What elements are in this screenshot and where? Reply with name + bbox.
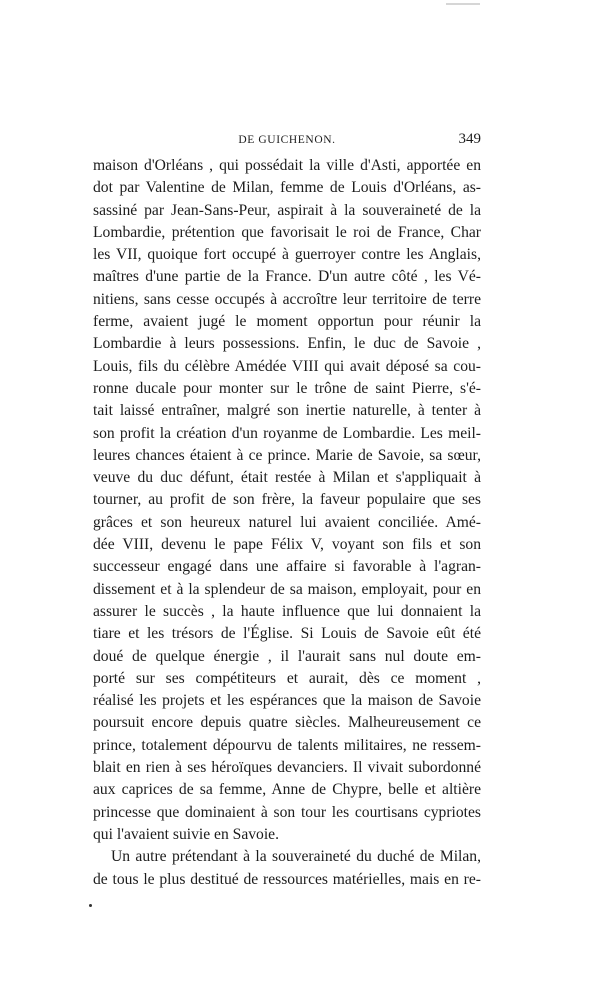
text-line: ferme, avaient jugé le moment opportun pour réunir la xyxy=(93,313,481,331)
text-line: assurer le succès , la haute influence que lui donnaient la xyxy=(93,602,481,620)
text-line: successeur engagé dans une affaire si favorable à l'agran- xyxy=(93,558,481,576)
text-line: leures chances étaient à ce prince. Marie de Savoie, sa sœur, xyxy=(93,446,481,464)
text-line: veuve du duc défunt, était restée à Milan et s'appliquait à xyxy=(93,469,481,487)
text-line: Lombardie à leurs possessions. Enfin, le duc de Savoie , xyxy=(93,335,481,353)
text-line: qui l'avaient suivie en Savoie. xyxy=(93,825,279,843)
running-head: DE GUICHENON. xyxy=(238,134,336,146)
paragraph-1 xyxy=(93,155,481,846)
ink-speck xyxy=(89,904,92,907)
page-header xyxy=(93,131,481,151)
page-number: 349 xyxy=(458,131,481,147)
text-line: princesse que dominaient à son tour les courtisans cypriotes xyxy=(93,803,481,821)
text-line: nitiens, sans cesse occupés à accroître leur territoire de terre xyxy=(93,290,481,308)
text-line: maîtres d'une partie de la France. D'un autre côté , les Vé- xyxy=(93,268,481,286)
text-line: doué de quelque énergie , il l'aurait sans nul doute em- xyxy=(93,647,481,665)
text-line: tait laissé entraîner, malgré son inertie naturelle, à tenter à xyxy=(93,402,481,420)
text-line: aux caprices de sa femme, Anne de Chypre, belle et altière xyxy=(93,781,481,799)
text-line: de tous le plus destitué de ressources matérielles, mais en re- xyxy=(93,870,481,888)
text-line: tiare et les trésors de l'Église. Si Louis de Savoie eût été xyxy=(93,625,481,643)
text-line: dée VIII, devenu le pape Félix V, voyant son fils et son xyxy=(93,536,481,554)
text-line: dot par Valentine de Milan, femme de Louis d'Orléans, as- xyxy=(93,179,481,197)
text-line: prince, totalement dépourvu de talents militaires, ne ressem- xyxy=(93,736,481,754)
text-line: Louis, fils du célèbre Amédée VIII qui avait déposé sa cou- xyxy=(93,357,481,375)
scan-edge-mark xyxy=(446,3,480,5)
text-line: Lombardie, prétention que favorisait le roi de France, Char xyxy=(93,223,481,241)
text-line: dissement et à la splendeur de sa maison, employait, pour en xyxy=(93,580,481,598)
text-line: tourner, au profit de son frère, la faveur populaire que ses xyxy=(93,491,481,509)
paragraph-2 xyxy=(93,846,481,891)
text-line: ronne ducale pour monter sur le trône de saint Pierre, s'é- xyxy=(93,379,481,397)
text-line: réalisé les projets et les espérances que la maison de Savoie xyxy=(93,692,481,710)
body-text xyxy=(93,155,481,891)
text-line: maison d'Orléans , qui possédait la ville d'Asti, apportée en xyxy=(93,157,481,174)
text-line: Un autre prétendant à la souveraineté du duché de Milan, xyxy=(111,848,481,866)
text-line: porté sur ses compétiteurs et aurait, dès ce moment , xyxy=(93,669,481,687)
text-line: sassiné par Jean-Sans-Peur, aspirait à la souveraineté de la xyxy=(93,201,481,219)
text-line: blait en rien à ses héroïques devanciers. Il vivait subordonné xyxy=(93,759,481,777)
text-line: les VII, quoique fort occupé à guerroyer contre les Anglais, xyxy=(93,246,481,264)
text-line: grâces et son heureux naturel lui avaient conciliée. Amé- xyxy=(93,513,481,531)
text-line: son profit la création d'un royanme de Lombardie. Les meil- xyxy=(93,424,481,442)
text-line: poursuit encore depuis quatre siècles. Malheureusement ce xyxy=(93,714,481,732)
